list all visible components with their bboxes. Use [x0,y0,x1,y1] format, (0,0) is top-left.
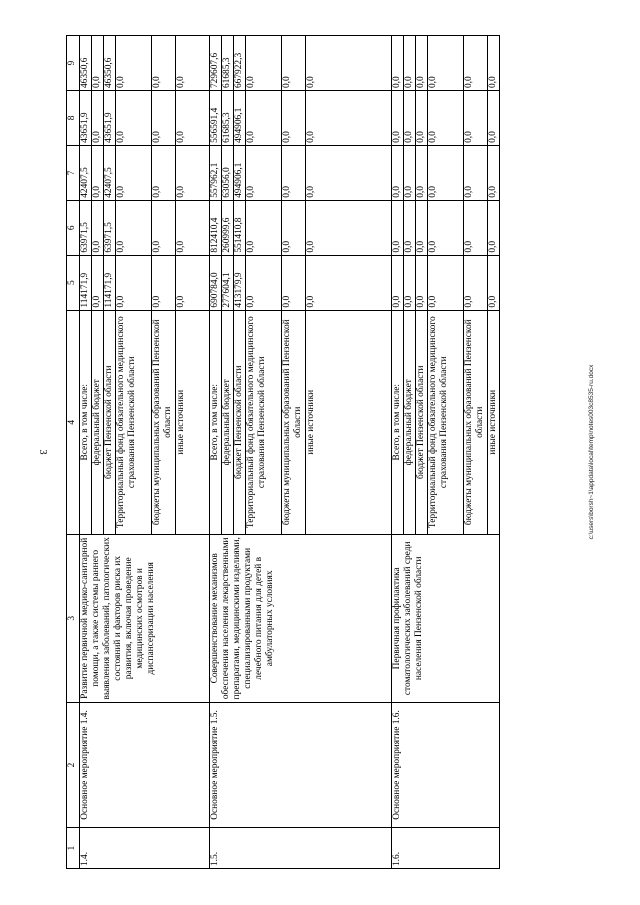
funding-value: 0,0 [246,200,282,255]
funding-value: 0,0 [416,255,428,310]
funding-value: 0,0 [488,255,500,310]
funding-value: 0,0 [428,91,464,146]
section-number: 1.6. [392,828,500,869]
funding-value: 0,0 [404,91,416,146]
funding-value: 0,0 [488,145,500,200]
funding-value: 0,0 [306,145,392,200]
funding-value: 0,0 [428,255,464,310]
section-title: Основное мероприятие 1.5. [210,702,392,827]
funding-value: 729607,6 [210,36,222,91]
funding-value: 0,0 [404,255,416,310]
funding-value: 0,0 [92,36,104,91]
rotated-table-container [66,35,574,869]
funding-source: Всего, в том числе: [210,310,222,534]
funding-value: 0,0 [428,200,464,255]
funding-value: 0,0 [152,200,176,255]
funding-value: 812410,4 [210,200,222,255]
funding-value: 43651,9 [104,91,116,146]
funding-value: 61685,3 [222,91,234,146]
section-description: Совершенствование механизмов обеспечения населения лекарственными препаратами, медицинскими изделиями, специализированными продуктами лечебного питания для детей в амбулаторных условиях [210,534,392,702]
funding-value: 0,0 [92,91,104,146]
funding-value: 0,0 [488,200,500,255]
funding-value: 551410,8 [234,200,246,255]
funding-source: бюджет Пензенской области [104,310,116,534]
funding-value: 0,0 [176,91,210,146]
funding-value: 46350,6 [104,36,116,91]
funding-value: 0,0 [404,200,416,255]
funding-value: 0,0 [392,200,404,255]
funding-value: 0,0 [392,91,404,146]
funding-value: 0,0 [116,145,152,200]
column-header: 2 [67,702,80,827]
funding-value: 0,0 [152,36,176,91]
funding-value: 114171,9 [104,255,116,310]
section-title: Основное мероприятие 1.4. [80,702,210,827]
funding-value: 0,0 [416,91,428,146]
table-body [80,36,500,869]
column-header: 5 [67,255,80,310]
funding-value: 277604,1 [222,255,234,310]
funding-value: 494906,1 [234,145,246,200]
funding-value: 0,0 [464,255,488,310]
funding-source: иные источники [306,310,392,534]
funding-value: 0,0 [404,145,416,200]
column-header: 1 [67,828,80,869]
funding-value: 0,0 [416,145,428,200]
funding-value: 114171,9 [80,255,92,310]
column-header: 8 [67,91,80,146]
funding-value: 43651,9 [80,91,92,146]
section-number: 1.5. [210,828,392,869]
funding-value: 0,0 [246,36,282,91]
column-header: 3 [67,534,80,702]
funding-value: 0,0 [464,145,488,200]
funding-value: 413179,9 [234,255,246,310]
funding-value: 0,0 [176,36,210,91]
funding-value: 0,0 [282,36,306,91]
funding-value: 0,0 [464,91,488,146]
funding-value: 0,0 [416,36,428,91]
funding-source: Территориальный фонд обязательного медицинского страхования Пензенской области [246,310,282,534]
funding-value: 0,0 [152,145,176,200]
funding-source: федеральный бюджет [404,310,416,534]
funding-value: 0,0 [176,255,210,310]
funding-value: 0,0 [488,91,500,146]
section-description: Первичная профилактика стоматологических заболеваний среди населения Пензенской области [392,534,500,702]
funding-value: 0,0 [464,36,488,91]
section-number: 1.4. [80,828,210,869]
section-description: Развитие первичной медико-санитарной помощи, а также системы раннего выявления заболеваний, патологических состояний и факторов риска их развития, включая проведение медицинских осмотров и диспансеризации населения [80,534,210,702]
funding-source: Всего, в том числе: [80,310,92,534]
funding-value: 0,0 [282,255,306,310]
funding-value: 0,0 [306,255,392,310]
funding-value: 46350,6 [80,36,92,91]
funding-value: 690784,0 [210,255,222,310]
funding-table [66,35,500,869]
funding-value: 0,0 [152,91,176,146]
column-header: 4 [67,310,80,534]
funding-value: 0,0 [116,255,152,310]
funding-value: 0,0 [116,36,152,91]
funding-source: бюджет Пензенской области [416,310,428,534]
funding-value: 0,0 [416,200,428,255]
column-header: 9 [67,36,80,91]
funding-value: 0,0 [428,36,464,91]
funding-value: 0,0 [282,200,306,255]
table-row [392,36,404,869]
funding-value: 0,0 [92,145,104,200]
funding-value: 0,0 [92,200,104,255]
funding-value: 0,0 [152,255,176,310]
section-title: Основное мероприятие 1.6. [392,702,500,827]
funding-value: 0,0 [116,91,152,146]
funding-value: 0,0 [246,91,282,146]
funding-source: бюджеты муниципальных образований Пензенской области [464,310,488,534]
column-header: 6 [67,200,80,255]
funding-value: 0,0 [306,91,392,146]
funding-source: Территориальный фонд обязательного медицинского страхования Пензенской области [428,310,464,534]
funding-source: иные источники [176,310,210,534]
funding-value: 0,0 [246,145,282,200]
funding-value: 0,0 [282,91,306,146]
funding-value: 667922,3 [234,36,246,91]
funding-value: 0,0 [306,36,392,91]
funding-value: 0,0 [428,145,464,200]
funding-source: Всего, в том числе: [392,310,404,534]
funding-value: 0,0 [464,200,488,255]
table-row [80,36,92,869]
funding-value: 494906,1 [234,91,246,146]
funding-value: 63056,0 [222,145,234,200]
column-header: 7 [67,145,80,200]
funding-value: 0,0 [282,145,306,200]
funding-value: 0,0 [92,255,104,310]
column-number-row [67,36,80,869]
funding-value: 0,0 [246,255,282,310]
funding-source: Территориальный фонд обязательного медицинского страхования Пензенской области [116,310,152,534]
funding-value: 0,0 [404,36,416,91]
funding-value: 0,0 [488,36,500,91]
funding-value: 260999,6 [222,200,234,255]
funding-value: 0,0 [176,200,210,255]
funding-value: 42407,5 [80,145,92,200]
funding-value: 0,0 [392,255,404,310]
funding-value: 42407,5 [104,145,116,200]
funding-value: 0,0 [176,145,210,200]
footer-file-path: c:\users\borsh~1\appdata\local\temp\notes003c8535-ru.docx [588,364,595,540]
funding-value: 0,0 [392,145,404,200]
funding-value: 63971,5 [80,200,92,255]
funding-source: бюджеты муниципальных образований Пензенской области [152,310,176,534]
funding-value: 0,0 [392,36,404,91]
funding-value: 63971,5 [104,200,116,255]
funding-value: 556591,4 [210,91,222,146]
funding-value: 61685,3 [222,36,234,91]
funding-source: федеральный бюджет [222,310,234,534]
funding-value: 0,0 [116,200,152,255]
funding-source: бюджет Пензенской области [234,310,246,534]
funding-source: федеральный бюджет [92,310,104,534]
page-number: 3 [37,449,48,455]
funding-source: иные источники [488,310,500,534]
funding-value: 0,0 [306,200,392,255]
funding-source: бюджеты муниципальных образований Пензенской области [282,310,306,534]
funding-value: 557962,1 [210,145,222,200]
table-row [210,36,222,869]
